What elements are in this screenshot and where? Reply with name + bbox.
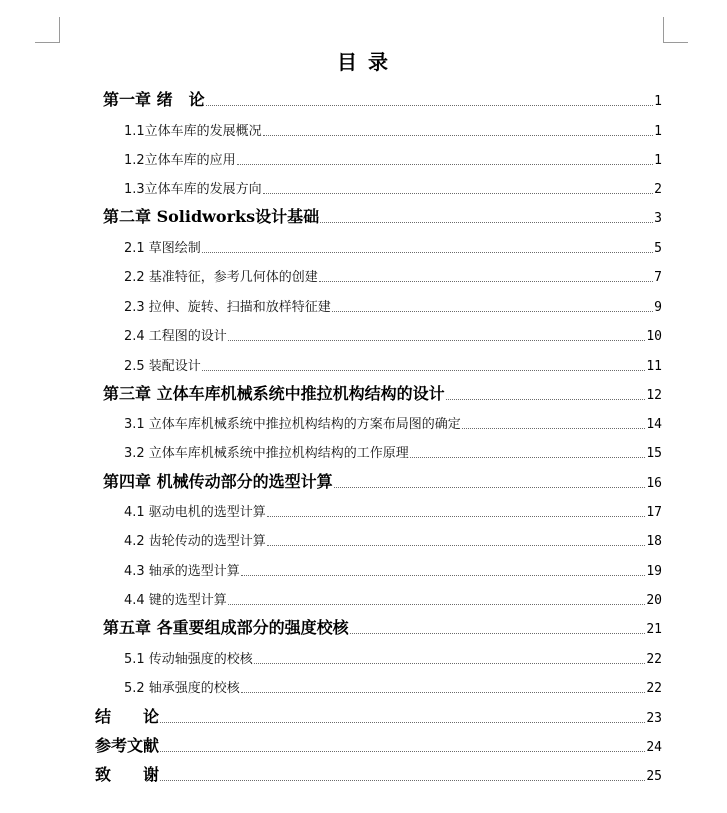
toc-entry-page: 1 xyxy=(654,124,662,139)
toc-entry-section-2-5[interactable] xyxy=(124,352,662,376)
toc-entry-label: 1.3立体车库的发展方向 xyxy=(124,182,262,197)
dot-leader xyxy=(228,603,646,605)
toc-entry-label: 2.2 基准特征，参考几何体的创建 xyxy=(124,270,318,285)
toc-entry-section-5-2[interactable] xyxy=(124,674,662,698)
dot-leader xyxy=(202,251,653,253)
dot-leader xyxy=(410,456,646,458)
dot-leader xyxy=(267,544,646,546)
toc-entry-page: 1 xyxy=(654,94,662,109)
toc-entry-section-4-4[interactable] xyxy=(124,586,662,610)
dot-leader xyxy=(160,750,645,752)
dot-leader xyxy=(263,192,653,194)
toc-entry-section-2-3[interactable] xyxy=(124,293,662,317)
toc-entry-page: 5 xyxy=(654,241,662,256)
dot-leader xyxy=(462,427,646,429)
dot-leader xyxy=(202,369,646,371)
toc-entry-page: 25 xyxy=(646,769,662,784)
dot-leader xyxy=(241,691,646,693)
toc-entry-page: 1 xyxy=(654,153,662,168)
toc-entry-section-1-2[interactable] xyxy=(124,146,662,170)
toc-entry-section-2-2[interactable] xyxy=(124,263,662,287)
toc-entry-conclusion[interactable] xyxy=(95,704,662,728)
toc-entry-page: 19 xyxy=(646,564,662,579)
dot-leader xyxy=(228,339,646,341)
toc-entry-page: 2 xyxy=(654,182,662,197)
toc-entry-label: 4.2 齿轮传动的选型计算 xyxy=(124,534,266,549)
dot-leader xyxy=(320,221,653,223)
toc-entry-label: 1.1立体车库的发展概况 xyxy=(124,124,262,139)
toc-entry-label: 致 谢 xyxy=(95,765,160,784)
toc-entry-references[interactable] xyxy=(95,733,662,757)
toc-entry-page: 21 xyxy=(646,622,662,637)
toc-entry-page: 10 xyxy=(646,329,662,344)
toc-entry-page: 17 xyxy=(646,505,662,520)
dot-leader xyxy=(319,280,653,282)
toc-entry-page: 20 xyxy=(646,593,662,608)
toc-entry-section-5-1[interactable] xyxy=(124,645,662,669)
toc-entry-chapter-5[interactable] xyxy=(103,615,662,639)
dot-leader xyxy=(350,632,646,634)
toc-entry-page: 3 xyxy=(654,211,662,226)
toc-entry-label: 3.1 立体车库机械系统中推拉机构结构的方案布局图的确定 xyxy=(124,417,461,432)
toc-entry-chapter-2[interactable] xyxy=(103,204,662,228)
toc-entry-section-3-2[interactable] xyxy=(124,439,662,463)
toc-entry-chapter-3[interactable] xyxy=(103,381,662,405)
toc-title: 目 录 xyxy=(337,50,390,74)
dot-leader xyxy=(160,721,645,723)
toc-entry-label: 2.1 草图绘制 xyxy=(124,241,201,256)
toc-entry-page: 11 xyxy=(646,359,662,374)
toc-entry-section-1-1[interactable] xyxy=(124,117,662,141)
dot-leader xyxy=(332,310,653,312)
toc-entry-label: 5.2 轴承强度的校核 xyxy=(124,681,240,696)
toc-entry-label: 2.3 拉伸、旋转、扫描和放样特征建 xyxy=(124,300,331,315)
toc-entry-label: 4.3 轴承的选型计算 xyxy=(124,564,240,579)
dot-leader xyxy=(263,134,653,136)
toc-entry-label: 第五章 各重要组成部分的强度校核 xyxy=(103,618,349,637)
toc-entry-label: 2.5 装配设计 xyxy=(124,359,201,374)
toc-entry-page: 14 xyxy=(646,417,662,432)
toc-entry-label: 第二章 Solidworks设计基础 xyxy=(103,207,320,226)
toc-entry-section-4-3[interactable] xyxy=(124,557,662,581)
toc-entry-section-3-1[interactable] xyxy=(124,410,662,434)
toc-entry-page: 23 xyxy=(646,711,662,726)
dot-leader xyxy=(446,398,646,400)
dot-leader xyxy=(254,662,646,664)
toc-entry-label: 结 论 xyxy=(95,707,160,726)
toc-entry-page: 16 xyxy=(646,476,662,491)
toc-entry-page: 24 xyxy=(646,740,662,755)
toc-entry-page: 22 xyxy=(646,681,662,696)
dot-leader xyxy=(160,779,645,781)
toc-entry-page: 22 xyxy=(646,652,662,667)
dot-leader xyxy=(241,574,646,576)
toc-entry-page: 9 xyxy=(654,300,662,315)
toc-entry-label: 1.2立体车库的应用 xyxy=(124,153,236,168)
dot-leader xyxy=(267,515,646,517)
toc-entry-page: 15 xyxy=(646,446,662,461)
toc-entry-label: 第一章 绪 论 xyxy=(103,90,205,109)
toc-entry-chapter-4[interactable] xyxy=(103,469,662,493)
toc-entry-section-4-1[interactable] xyxy=(124,498,662,522)
dot-leader xyxy=(206,104,653,106)
page-corner-mark-left xyxy=(35,17,60,43)
toc-entry-label: 第三章 立体车库机械系统中推拉机构结构的设计 xyxy=(103,384,445,403)
toc-entry-label: 第四章 机械传动部分的选型计算 xyxy=(103,472,333,491)
toc-entry-section-2-1[interactable] xyxy=(124,234,662,258)
toc-entry-label: 2.4 工程图的设计 xyxy=(124,329,227,344)
page-corner-mark-right xyxy=(663,17,688,43)
toc-entry-page: 18 xyxy=(646,534,662,549)
toc-entry-page: 12 xyxy=(646,388,662,403)
toc-entry-section-1-3[interactable] xyxy=(124,175,662,199)
toc-entry-label: 4.4 键的选型计算 xyxy=(124,593,227,608)
toc-entry-section-4-2[interactable] xyxy=(124,527,662,551)
toc-entry-page: 7 xyxy=(654,270,662,285)
dot-leader xyxy=(237,163,653,165)
toc-entry-label: 3.2 立体车库机械系统中推拉机构结构的工作原理 xyxy=(124,446,409,461)
toc-entry-acknowledgements[interactable] xyxy=(95,762,662,786)
toc-entry-chapter-1[interactable] xyxy=(103,87,662,111)
toc-entry-label: 4.1 驱动电机的选型计算 xyxy=(124,505,266,520)
dot-leader xyxy=(334,486,646,488)
toc-entry-label: 参考文献 xyxy=(95,736,160,755)
toc-entry-section-2-4[interactable] xyxy=(124,322,662,346)
toc-entry-label: 5.1 传动轴强度的校核 xyxy=(124,652,253,667)
